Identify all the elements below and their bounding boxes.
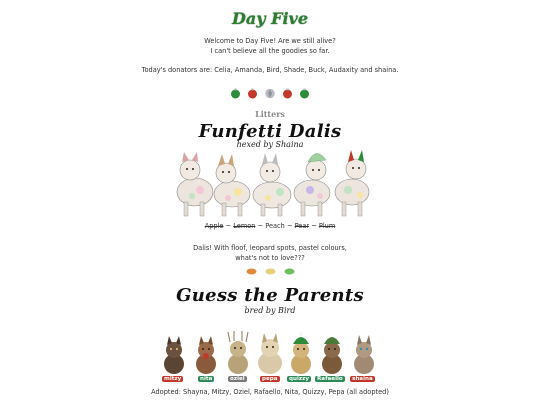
cat-figure <box>196 336 216 374</box>
silver-bauble-icon <box>264 87 276 99</box>
pup-names <box>0 222 540 230</box>
yellow-leaf-icon <box>265 268 276 275</box>
pup-figure <box>294 153 330 216</box>
pup-name-lemon: Lemon <box>233 222 256 230</box>
pup-figure <box>214 154 250 216</box>
cat-figure <box>164 336 184 374</box>
funfetti-dali-pups-image <box>170 140 375 220</box>
name-separator: ~ <box>309 222 319 230</box>
adopted-text: Adopted: Shayna, Mitzy, Oziel, Rafaello, Nita, Quizzy, Pepa (all adopted) <box>151 388 389 396</box>
intro-text <box>0 36 540 56</box>
litter-desc-line-1: Dalis! With floof, leopard spots, pastel colours, <box>193 244 347 252</box>
litter-title: Funfetti Dalis <box>198 121 342 142</box>
ornament-divider <box>0 86 540 100</box>
red-bauble-icon <box>282 88 293 99</box>
parent-cats-image <box>160 330 385 376</box>
cat-figure <box>258 333 282 374</box>
name-separator: ~ Peach ~ <box>255 222 295 230</box>
guess-title: Guess the Parents <box>176 285 364 306</box>
parent-name-rafaello: Rafaello <box>317 376 343 382</box>
pup-name-pear: Pear <box>294 222 310 230</box>
green-leaf-icon <box>284 268 295 275</box>
day-title: Day Five <box>231 9 309 28</box>
intro-line-2: I can't believe all the goodies so far. <box>210 47 330 55</box>
cat-figure <box>354 335 374 374</box>
parent-name-shaina: shaina <box>352 376 373 382</box>
leaf-divider <box>0 266 540 276</box>
parent-cats-row <box>160 330 385 385</box>
pup-name-apple: Apple <box>204 222 224 230</box>
litter-desc-line-2: what's not to love??? <box>235 254 305 262</box>
pup-figure <box>253 153 291 216</box>
pup-name-plum: Plum <box>318 222 336 230</box>
pup-figure <box>335 150 369 216</box>
orange-leaf-icon <box>246 268 257 275</box>
parent-name-mitzy: mitzy <box>164 376 182 382</box>
litter-description <box>0 243 540 263</box>
parent-name-pepa: pepa <box>262 376 278 382</box>
donators-text: Today's donators are: Celia, Amanda, Bird, Shade, Buck, Audaxity and shaina. <box>141 66 399 74</box>
cat-figure <box>228 331 248 374</box>
guess-subtitle: bred by Bird <box>244 306 296 315</box>
parent-name-oziel: oziel <box>230 376 245 382</box>
cat-figure <box>322 337 342 374</box>
intro-line-1: Welcome to Day Five! Are we still alive? <box>204 37 336 45</box>
green-bauble-icon <box>230 88 241 99</box>
litter-subtitle: hexed by Shaina <box>236 140 304 149</box>
parent-name-quizzy: quizzy <box>289 376 310 382</box>
red-bauble-icon <box>247 88 258 99</box>
parent-name-nita: nita <box>200 376 213 382</box>
litters-section-label: Litters <box>255 109 285 119</box>
name-separator: ~ <box>223 222 234 230</box>
pup-figure <box>177 152 213 216</box>
cat-figure <box>291 332 311 374</box>
green-bauble-icon <box>299 88 310 99</box>
